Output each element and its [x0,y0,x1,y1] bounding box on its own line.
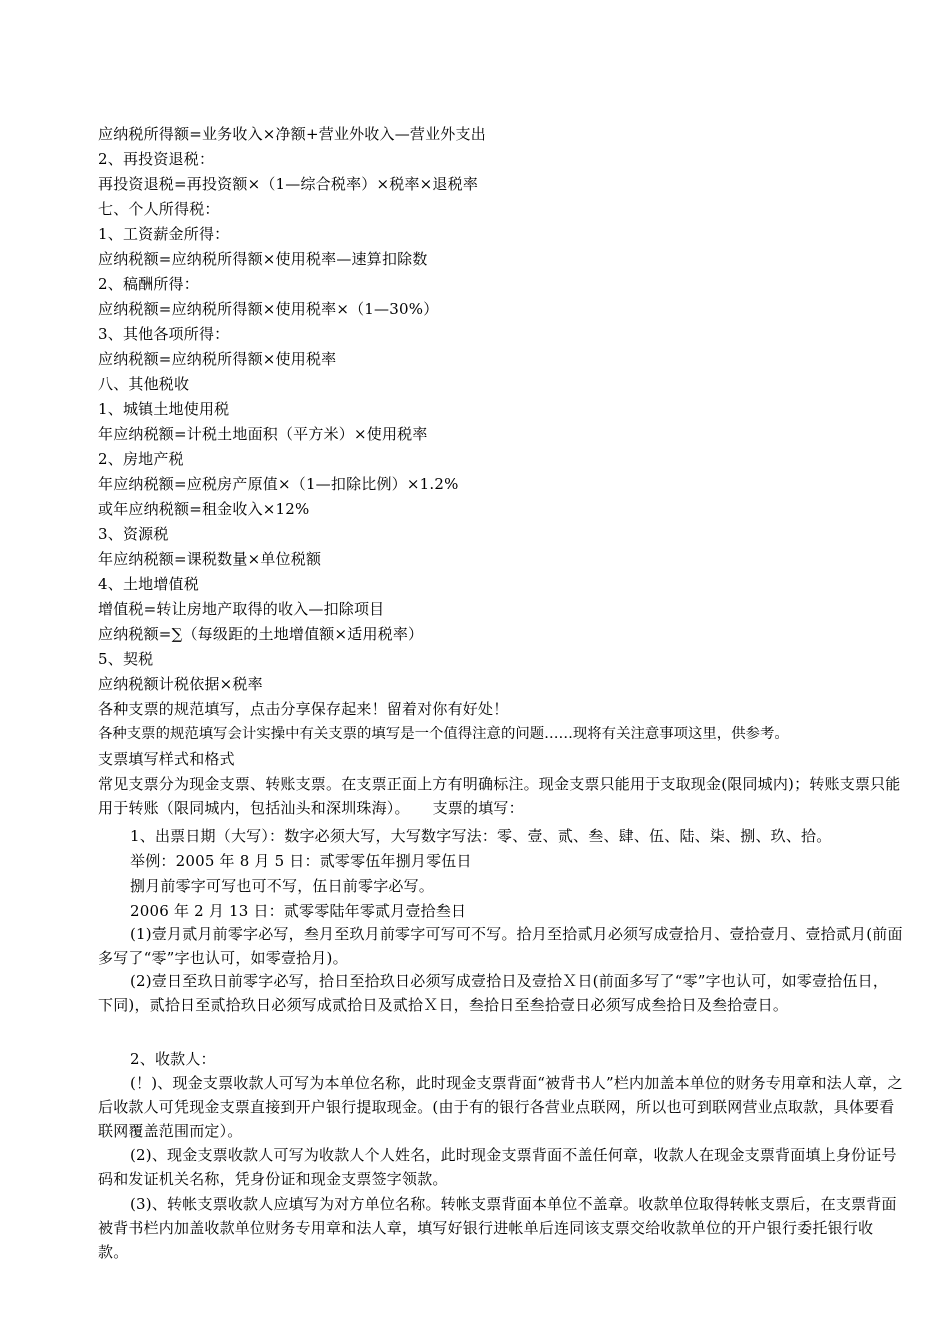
text-line: 应纳税额=应纳税所得额×使用税率—速算扣除数 [98,250,428,268]
section-heading: 七、个人所得税： [98,200,220,218]
text-line: 各种支票的规范填写会计实操中有关支票的填写是一个值得注意的问题……现将有关注意事项这里，供参考。 [98,726,789,742]
text-line: 2、稿酬所得： [98,275,199,293]
text-line: 应纳税额=应纳税所得额×使用税率 [98,350,337,368]
paragraph-rule-2: (2)壹日至玖日前零字必写，拾日至拾玖日必须写成壹拾日及壹拾Ｘ日(前面多写了“零”字也认可，如零壹拾伍日，下同)，贰拾日至贰拾玖日必须写成贰拾日及贰拾Ｘ日，叁拾日至叁拾壹日必须写成叁拾日及叁拾壹日。 [98,972,889,1014]
text-line: 或年应纳税额=租金收入×12% [98,500,310,518]
paragraph-date-title: 1、出票日期（大写）：数字必须大写，大写数字写法：零、壹、贰、叁、肆、伍、陆、柒、捌、玖、拾。 [130,827,832,845]
text-line: 2、房地产税 [98,450,184,468]
text-line: 应纳税所得额=业务收入×净额+营业外收入—营业外支出 [98,125,486,143]
text-line: 应纳税额计税依据×税率 [98,675,263,693]
text-line: 1、工资薪金所得： [98,225,230,243]
text-line: 年应纳税额=计税土地面积（平方米）×使用税率 [98,425,428,443]
text-line: 增值税=转让房地产取得的收入—扣除项目 [98,600,385,618]
paragraph-rule-1: (1)壹月贰月前零字必写，叁月至玖月前零字可写可不写。拾月至拾贰月必须写成壹拾月、壹拾壹月、壹拾贰月(前面多写了“零”字也认可，如零壹拾月)。 [98,925,903,967]
text-line: 1、城镇土地使用税 [98,400,230,418]
paragraph-payee-3: (3)、转帐支票收款人应填写为对方单位名称。转帐支票背面本单位不盖章。收款单位取得转帐支票后，在支票背面被背书栏内加盖收款单位财务专用章和法人章，填写好银行进帐单后连同该支票交给收款单位的开户银行委托银行收款。 [98,1195,897,1261]
text-line: 应纳税额=∑（每级距的土地增值额×适用税率） [98,625,424,643]
text-line: 年应纳税额=应税房产原值×（1—扣除比例）×1.2% [98,475,459,493]
section-heading: 支票填写样式和格式 [98,750,235,768]
paragraph-example: 2006 年 2 月 13 日：贰零零陆年零贰月壹拾叁日 [130,902,467,920]
paragraph-payee-1: (！)、现金支票收款人可写为本单位名称，此时现金支票背面“被背书人”栏内加盖本单位的财务专用章和法人章，之后收款人可凭现金支票直接到开户银行提取现金。(由于有的银行各营业点联网，所以也可到联网营业点取款，具体要看联网覆盖范围而定）。 [98,1074,903,1140]
text-line: 3、其他各项所得： [98,325,230,343]
text-line: 应纳税额=应纳税所得额×使用税率×（1—30%） [98,300,439,318]
text-line: 年应纳税额=课税数量×单位税额 [98,550,322,568]
paragraph-example: 捌月前零字可写也可不写，伍日前零字必写。 [130,877,435,895]
text-line: 5、契税 [98,650,154,668]
paragraph-intro: 常见支票分为现金支票、转账支票。在支票正面上方有明确标注。现金支票只能用于支取现金(限同城内)；转账支票只能用于转账（限同城内，包括汕头和深圳珠海）。 支票的填写： [98,775,901,817]
paragraph-payee-title: 2、收款人： [130,1050,216,1068]
paragraph-payee-2: (2)、现金支票收款人可写为收款人个人姓名，此时现金支票背面不盖任何章，收款人在现金支票背面填上身份证号码和发证机关名称，凭身份证和现金支票签字领款。 [98,1146,897,1188]
section-heading: 八、其他税收 [98,375,190,393]
text-line: 4、土地增值税 [98,575,199,593]
text-line: 各种支票的规范填写，点击分享保存起来！留着对你有好处！ [98,700,509,718]
text-line: 2、再投资退税： [98,150,215,168]
text-line: 再投资退税=再投资额×（1—综合税率）×税率×退税率 [98,175,479,193]
text-line: 3、资源税 [98,525,169,543]
paragraph-example: 举例：2005 年 8 月 5 日：贰零零伍年捌月零伍日 [130,852,472,870]
